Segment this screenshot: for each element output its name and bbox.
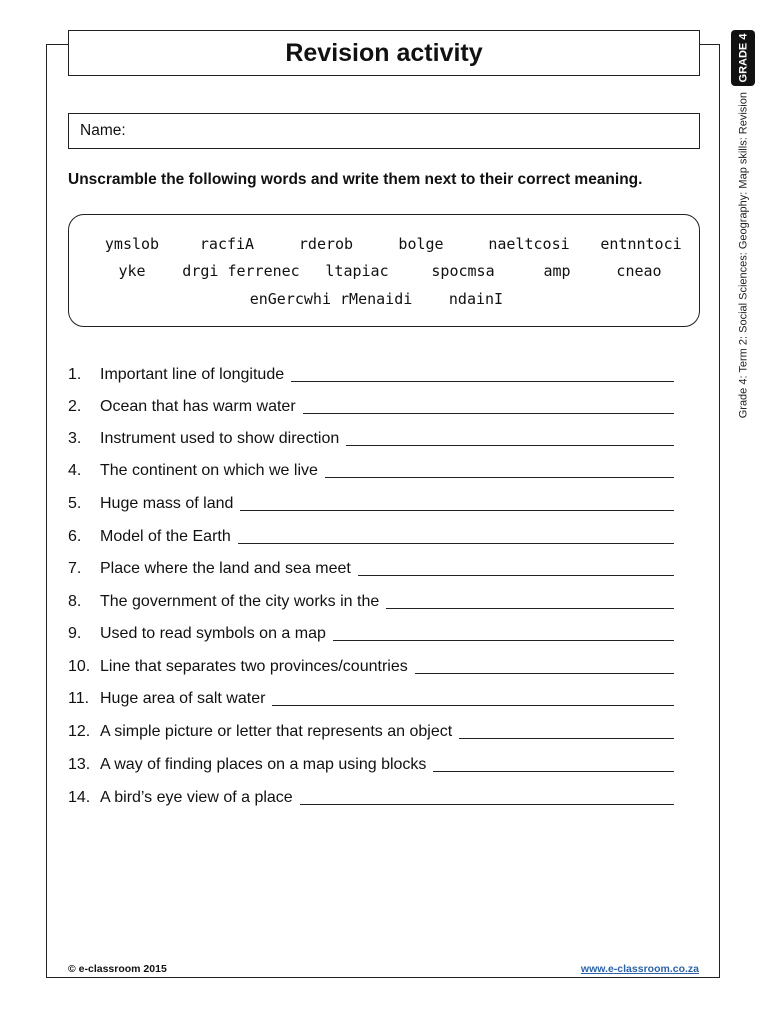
question-text: The government of the city works in the <box>100 593 380 610</box>
question-number: 10. <box>68 658 91 675</box>
answer-line[interactable] <box>415 672 674 674</box>
question-row <box>68 556 674 578</box>
question-number: 12. <box>68 723 91 740</box>
question-number: 11. <box>68 690 90 707</box>
question-text: Used to read symbols on a map <box>100 625 326 642</box>
name-field[interactable] <box>68 113 700 149</box>
website-link[interactable]: www.e-classroom.co.za <box>580 963 699 975</box>
answer-line[interactable] <box>346 444 674 446</box>
question-row <box>68 785 674 807</box>
question-text: Line that separates two provinces/countries <box>100 658 408 675</box>
question-number: 2. <box>68 398 82 415</box>
copyright-text: © e-classroom 2015 <box>68 963 167 975</box>
name-label: Name: <box>80 122 126 139</box>
word-bank-item: enGercwhi rMenaidi <box>249 290 413 308</box>
word-bank-item: rderob <box>298 235 354 253</box>
question-row <box>68 362 674 384</box>
instruction-text: Unscramble the following words and write them next to their correct meaning. <box>68 171 643 188</box>
question-number: 8. <box>68 593 82 610</box>
subject-line-text: Grade 4: Term 2: Social Sciences: Geography: Map skills: Revision <box>737 92 749 419</box>
question-number: 7. <box>68 560 82 577</box>
question-text: Huge mass of land <box>100 495 234 512</box>
word-bank-item: yke <box>118 262 146 280</box>
side-strip <box>731 30 755 430</box>
question-number: 3. <box>68 430 82 447</box>
question-text: Place where the land and sea meet <box>100 560 351 577</box>
question-row <box>68 654 674 676</box>
answer-line[interactable] <box>325 476 674 478</box>
question-row <box>68 458 674 480</box>
question-row <box>68 752 674 774</box>
answer-line[interactable] <box>303 412 674 414</box>
word-bank-item: amp <box>543 262 571 280</box>
grade-tab <box>731 30 755 86</box>
answer-line[interactable] <box>291 380 674 382</box>
answer-line[interactable] <box>300 803 674 805</box>
question-row <box>68 524 674 546</box>
word-bank-item: spocmsa <box>431 262 495 280</box>
question-number: 9. <box>68 625 82 642</box>
answer-line[interactable] <box>240 509 674 511</box>
question-number: 14. <box>68 789 91 806</box>
question-text: Huge area of salt water <box>100 690 266 707</box>
question-row <box>68 621 674 643</box>
word-bank-item: entnntoci <box>600 235 682 253</box>
grade-tab-label: GRADE 4 <box>737 33 749 83</box>
question-text: A simple picture or letter that represents an object <box>100 723 453 740</box>
word-bank-item: cneao <box>616 262 662 280</box>
question-row <box>68 491 674 513</box>
word-bank <box>68 214 700 327</box>
question-text: Ocean that has warm water <box>100 398 296 415</box>
question-row <box>68 719 674 741</box>
question-text: A bird’s eye view of a place <box>100 789 293 806</box>
question-row <box>68 394 674 416</box>
question-row <box>68 426 674 448</box>
title-box <box>68 30 700 76</box>
answer-line[interactable] <box>386 607 674 609</box>
answer-line[interactable] <box>459 737 674 739</box>
word-bank-item: bolge <box>398 235 444 253</box>
word-bank-item: ymslob <box>104 235 160 253</box>
question-row <box>68 589 674 611</box>
word-bank-item: ltapiac <box>325 262 389 280</box>
word-bank-item: racfiA <box>199 235 255 253</box>
word-bank-item: naeltcosi <box>488 235 570 253</box>
word-bank-item: drgi ferrenec <box>182 262 300 280</box>
question-text: Instrument used to show direction <box>100 430 340 447</box>
answer-line[interactable] <box>433 770 674 772</box>
answer-line[interactable] <box>272 704 674 706</box>
question-number: 6. <box>68 528 82 545</box>
question-text: A way of finding places on a map using blocks <box>100 756 427 773</box>
question-number: 5. <box>68 495 82 512</box>
word-bank-item: ndainI <box>448 290 504 308</box>
page-title: Revision activity <box>285 38 483 67</box>
question-text: The continent on which we live <box>100 462 318 479</box>
answer-line[interactable] <box>333 639 674 641</box>
question-number: 1. <box>68 366 82 383</box>
answer-line[interactable] <box>238 542 674 544</box>
question-text: Important line of longitude <box>100 366 285 383</box>
question-number: 13. <box>68 756 91 773</box>
question-row <box>68 686 674 708</box>
question-text: Model of the Earth <box>100 528 231 545</box>
question-number: 4. <box>68 462 82 479</box>
answer-line[interactable] <box>358 574 674 576</box>
